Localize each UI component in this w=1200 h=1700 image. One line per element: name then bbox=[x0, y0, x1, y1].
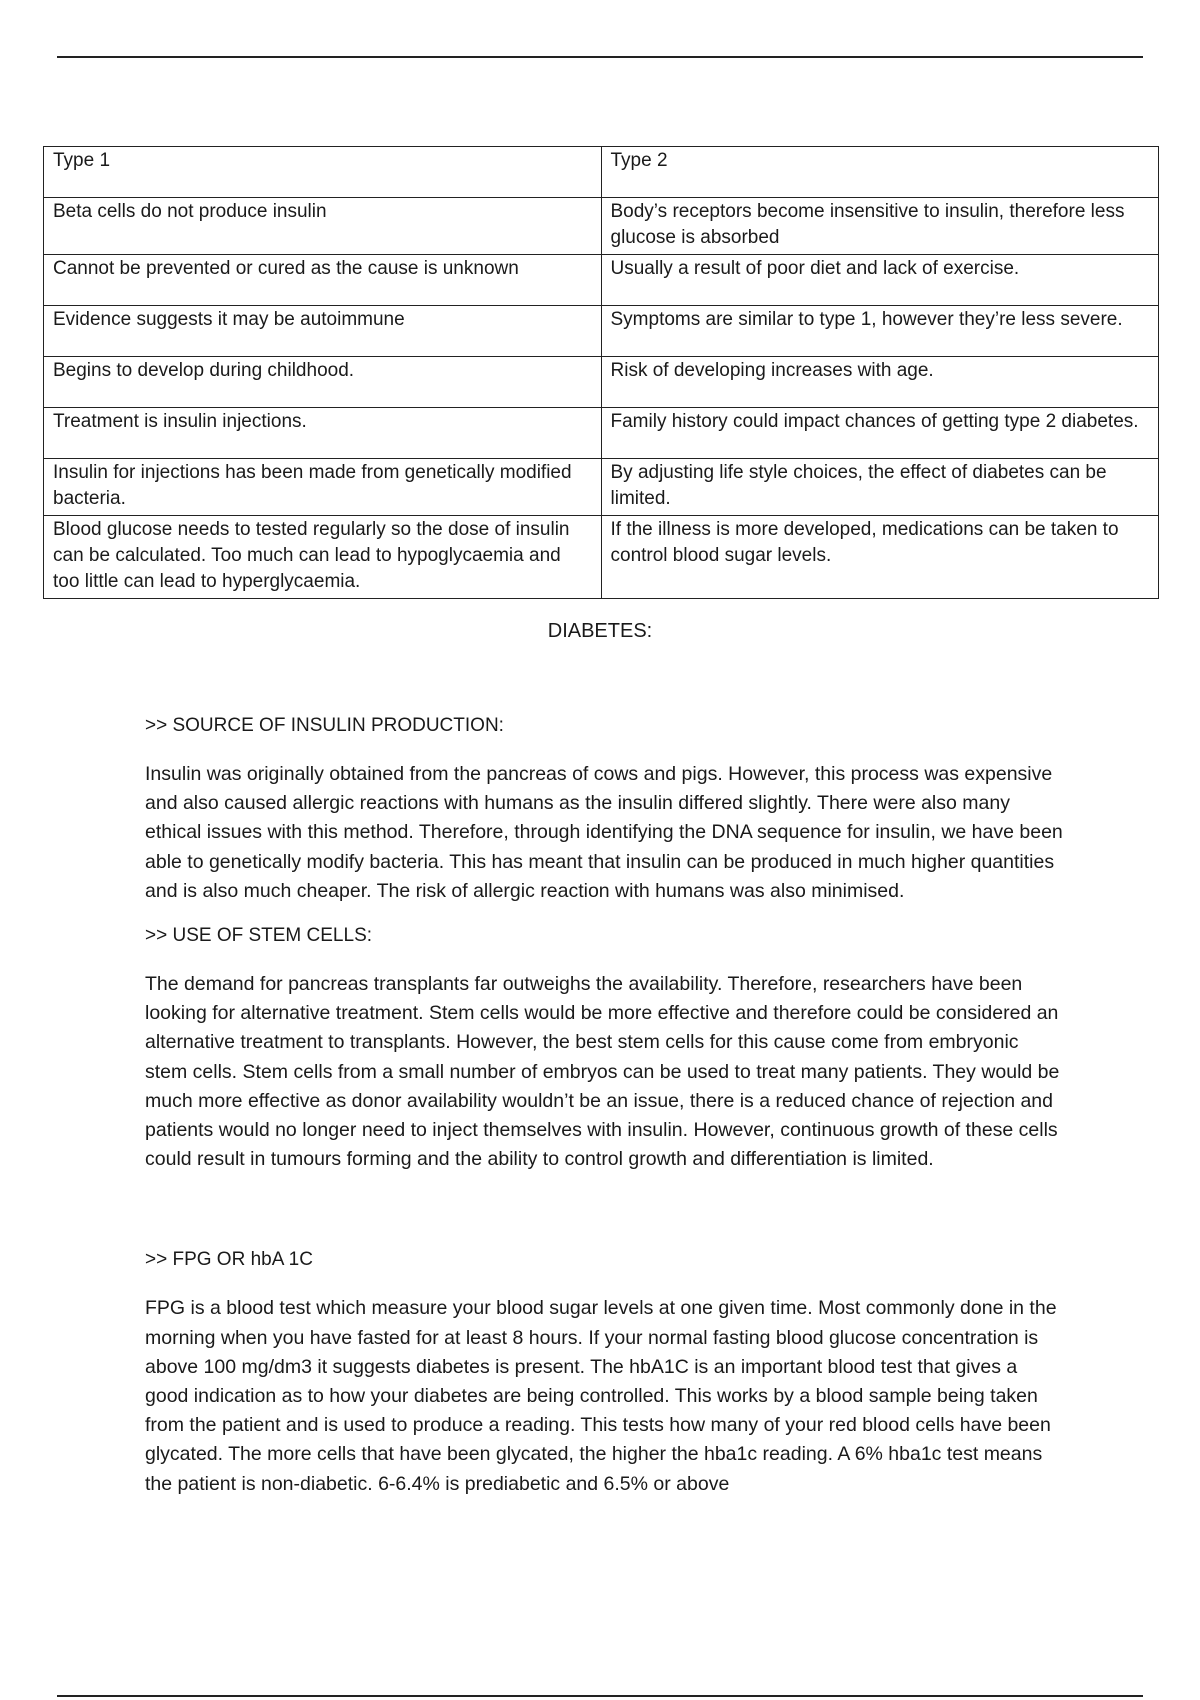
table-row bbox=[44, 357, 1159, 408]
section-paragraph-stem-cells: The demand for pancreas transplants far outweighs the availability. Therefore, researchers have been looking for alternative treatment. Stem cells would be more effective and therefore could be considered an alternative treatment to transplants. However, the best stem cells for this cause come from embryonic stem cells. Stem cells from a small number of embryos can be used to treat many patients. They would be much more effective as donor availability wouldn’t be an issue, there is a reduced chance of rejection and patients would no longer need to inject themselves with insulin. However, continuous growth of these cells could result in tumours forming and the ability to control growth and differentiation is limited. bbox=[145, 973, 1060, 1171]
table-cell: Treatment is insulin injections. bbox=[44, 408, 602, 459]
footer-rule bbox=[57, 1695, 1143, 1697]
table-row bbox=[44, 198, 1159, 255]
table-cell: Evidence suggests it may be autoimmune bbox=[44, 306, 602, 357]
table-header-cell: Type 1 bbox=[44, 147, 602, 198]
table-cell: Insulin for injections has been made from genetically modified bacteria. bbox=[44, 459, 602, 516]
table-row bbox=[44, 459, 1159, 516]
section-paragraph-insulin-source: Insulin was originally obtained from the pancreas of cows and pigs. However, this process was expensive and also caused allergic reactions with humans as the insulin differed slightly. There were also many ethical issues with this method. Therefore, through identifying the DNA sequence for insulin, we have been able to genetically modify bacteria. This has meant that insulin can be produced in much higher quantities and is also much cheaper. The risk of allergic reaction with humans was also minimised. bbox=[145, 763, 1063, 902]
header-rule bbox=[57, 56, 1143, 58]
table-cell: Usually a result of poor diet and lack of exercise. bbox=[601, 255, 1159, 306]
diabetes-comparison-table bbox=[43, 146, 1159, 599]
table-header-row bbox=[44, 147, 1159, 198]
table-cell: If the illness is more developed, medications can be taken to control blood sugar levels. bbox=[601, 516, 1159, 599]
table-cell: Beta cells do not produce insulin bbox=[44, 198, 602, 255]
table-cell: Risk of developing increases with age. bbox=[601, 357, 1159, 408]
table-cell: Family history could impact chances of getting type 2 diabetes. bbox=[601, 408, 1159, 459]
table-cell: Symptoms are similar to type 1, however they’re less severe. bbox=[601, 306, 1159, 357]
table-cell: Begins to develop during childhood. bbox=[44, 357, 602, 408]
table-cell: Cannot be prevented or cured as the cause is unknown bbox=[44, 255, 602, 306]
table-row bbox=[44, 255, 1159, 306]
table-cell: Body’s receptors become insensitive to insulin, therefore less glucose is absorbed bbox=[601, 198, 1159, 255]
section-heading-fpg-hba1c: >> FPG OR hbA 1C bbox=[145, 1249, 313, 1271]
section-heading-stem-cells: >> USE OF STEM CELLS: bbox=[145, 925, 373, 947]
section-heading-insulin-source: >> SOURCE OF INSULIN PRODUCTION: bbox=[145, 715, 504, 736]
table-row bbox=[44, 306, 1159, 357]
table-row bbox=[44, 516, 1159, 599]
table-header-cell: Type 2 bbox=[601, 147, 1159, 198]
table-row bbox=[44, 408, 1159, 459]
spacer bbox=[145, 1190, 1065, 1246]
document-body bbox=[145, 712, 1065, 1515]
page-title: DIABETES: bbox=[547, 620, 653, 642]
table-cell: Blood glucose needs to tested regularly so the dose of insulin can be calculated. Too much can lead to hypoglycaemia and too little can lead to hyperglycaemia. bbox=[44, 516, 602, 599]
table-cell: By adjusting life style choices, the effect of diabetes can be limited. bbox=[601, 459, 1159, 516]
section-paragraph-fpg-hba1c: FPG is a blood test which measure your blood sugar levels at one given time. Most commonly done in the morning when you have fasted for at least 8 hours. If your normal fasting blood glucose concentration is above 100 mg/dm3 it suggests diabetes is present. The hbA1C is an important blood test that gives a good indication as to how your diabetes are being controlled. This works by a blood sample being taken from the patient and is used to produce a reading. This tests how many of your red blood cells have been glycated. The more cells that have been glycated, the higher the hba1c reading. A 6% hba1c test means the patient is non-diabetic. 6-6.4% is prediabetic and 6.5% or above bbox=[145, 1297, 1057, 1495]
